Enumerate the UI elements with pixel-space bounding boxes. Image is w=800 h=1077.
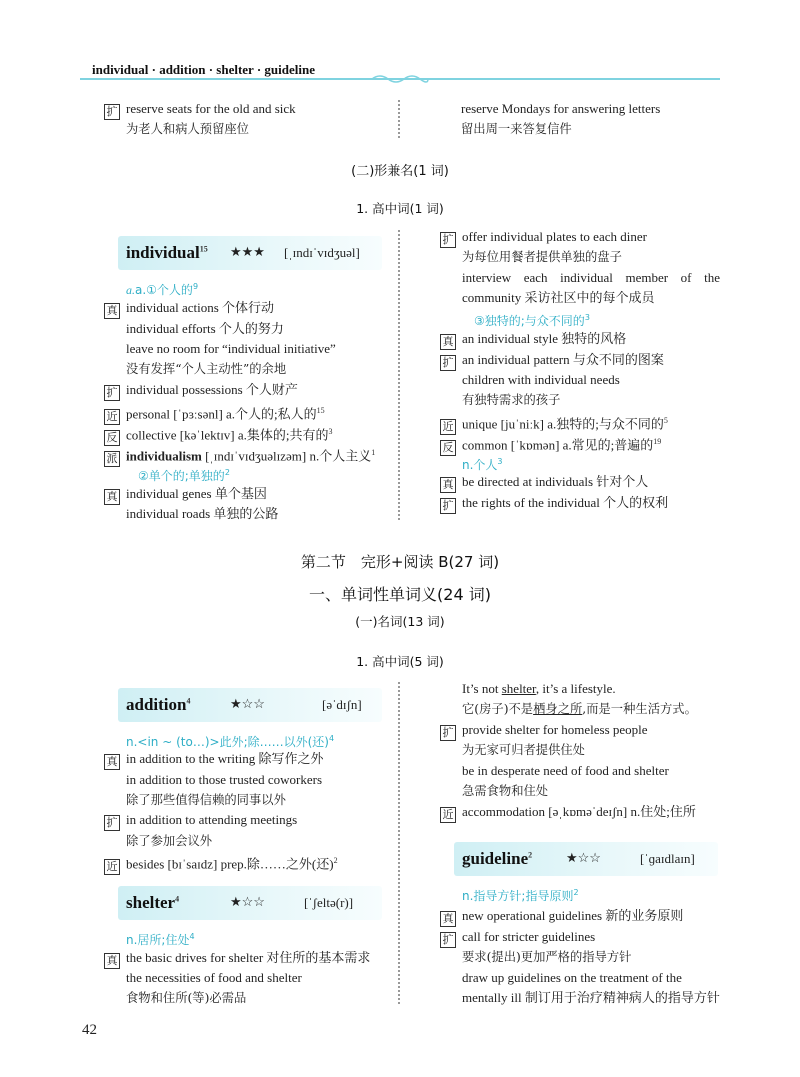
entry-line: in addition to those trusted coworkers xyxy=(126,772,323,787)
entry-line: 真 in addition to the writing 除写作之外 xyxy=(104,751,324,770)
entry-line: 为无家可归者提供住处 xyxy=(462,743,585,757)
entry-line: leave no room for “individual initiative” xyxy=(126,341,336,356)
entry-line: 为每位用餐者提供单独的盘子 xyxy=(462,250,622,264)
entry-line: draw up guidelines on the treatment of the xyxy=(462,970,682,985)
page-number: 42 xyxy=(82,1022,97,1038)
entry-line: 扩 in addition to attending meetings xyxy=(104,812,297,831)
sense-label: ③独特的;与众不同的$^3$ xyxy=(474,313,590,328)
entry-line: 急需食物和住处 xyxy=(462,784,549,798)
word-card-guideline xyxy=(454,842,718,876)
header-ornament-icon xyxy=(370,72,430,84)
entry-line: 近 accommodation [əˌkɒməˈdeɪʃn] n.住处;住所 xyxy=(440,804,696,823)
entry-line: 除了参加会议外 xyxy=(126,834,213,848)
entry-line: 派 individualism [ˌɪndɪˈvɪdʒuəlɪzəm] n.个人主义$^1$ xyxy=(104,445,375,467)
entry-line: 有独特需求的孩子 xyxy=(462,393,561,407)
sense-label: n.指导方针;指导原则$^2$ xyxy=(462,888,579,903)
sense-label: n.个人$^3$ xyxy=(462,457,503,472)
entry-line: 反 collective [kəˈlektɪv] a.集体的;共有的$^3$ xyxy=(104,424,333,446)
section-heading: 第二节 完形+阅读 B(27 词) xyxy=(300,553,500,571)
entry-line: 真 the basic drives for shelter 对住所的基本需求 xyxy=(104,950,370,969)
entry-line: mentally ill 制订用于治疗精神病人的指导方针 xyxy=(462,990,720,1005)
word-card-individual xyxy=(118,236,382,270)
entry-line: 它(房子)不是栖身之所,而是一种生活方式。 xyxy=(462,702,697,716)
sense-label: n.<in ~ (to…)>此外;除……以外(还)$^4$ xyxy=(126,734,335,749)
headword: addition$^4$ xyxy=(126,695,191,714)
running-header: individual · addition · shelter · guideline xyxy=(92,62,315,77)
entry-line: 扩 provide shelter for homeless people xyxy=(440,722,648,741)
phonetic: [ˌɪndɪˈvɪdʒuəl] xyxy=(284,245,360,260)
entry-line: 近 unique [juˈniːk] a.独特的;与众不同的$^5$ xyxy=(440,413,668,435)
entry-line: 反 common [ˈkɒmən] a.常见的;普遍的$^{19}$ xyxy=(440,434,661,456)
rating-stars: ★☆☆ xyxy=(566,851,601,866)
column-divider xyxy=(398,100,406,138)
entry-line: interview each individual member of the xyxy=(462,270,720,285)
sense-label: a.a.①个人的$^9$ xyxy=(126,282,199,297)
word-card-addition xyxy=(118,688,382,722)
rating-stars: ★★★ xyxy=(230,245,265,260)
entry-line: 扩 reserve seats for the old and sick xyxy=(104,101,296,120)
entry-line: individual efforts 个人的努力 xyxy=(126,321,284,336)
column-divider xyxy=(398,682,406,1004)
phonetic: [ˈʃeltə(r)] xyxy=(304,895,354,910)
entry-line: children with individual needs xyxy=(462,372,620,387)
entry-line: 没有发挥“个人主动性”的余地 xyxy=(126,362,287,376)
entry-line: 除了那些值得信赖的同事以外 xyxy=(126,793,286,807)
subsection-heading: (一)名词(13 词) xyxy=(355,614,445,629)
subsection-heading: 1. 高中词(1 词) xyxy=(356,201,444,216)
word-card-shelter xyxy=(118,886,382,920)
entry-line: 扩 call for stricter guidelines xyxy=(440,929,595,948)
sense-label: n.居所;住处$^4$ xyxy=(126,932,195,947)
phonetic: [əˈdɪʃn] xyxy=(322,697,362,712)
rating-stars: ★☆☆ xyxy=(230,895,265,910)
entry-line: 为老人和病人预留座位 xyxy=(126,122,249,136)
entry-line: 近 personal [ˈpɜːsənl] a.个人的;私人的$^{15}$ xyxy=(104,403,325,425)
entry-line: 扩 an individual pattern 与众不同的图案 xyxy=(440,352,664,371)
entry-line: 真 individual genes 单个基因 xyxy=(104,486,267,505)
entry-line: 近 besides [bɪˈsaɪdz] prep.除……之外(还)$^2$ xyxy=(104,853,338,875)
headword: guideline$^2$ xyxy=(462,849,533,868)
entry-line: 扩 offer individual plates to each diner xyxy=(440,229,647,248)
entry-line: individual roads 单独的公路 xyxy=(126,506,279,521)
subsection-heading: 1. 高中词(5 词) xyxy=(356,654,444,669)
entry-line: reserve Mondays for answering letters xyxy=(461,101,661,116)
phonetic: [ˈɡaɪdlaɪn] xyxy=(640,851,695,866)
entry-line: the necessities of food and shelter xyxy=(126,970,302,985)
entry-line: 扩 individual possessions 个人财产 xyxy=(104,382,298,401)
section-heading: (二)形兼名(1 词) xyxy=(351,164,449,179)
entry-line: 真 be directed at individuals 针对个人 xyxy=(440,474,648,493)
entry-line: 要求(提出)更加严格的指导方针 xyxy=(462,950,632,964)
entry-line: 食物和住所(等)必需品 xyxy=(126,991,247,1005)
entry-line: 扩 the rights of the individual 个人的权利 xyxy=(440,495,668,514)
section-heading: 一、单词性单词义(24 词) xyxy=(309,585,491,604)
column-divider xyxy=(398,230,406,520)
headword: individual$^{15}$ xyxy=(126,243,208,262)
entry-line: 真 an individual style 独特的风格 xyxy=(440,331,626,350)
sense-label: ②单个的;单独的$^2$ xyxy=(138,468,230,483)
entry-line: 留出周一来答复信件 xyxy=(461,122,572,136)
entry-line: be in desperate need of food and shelter xyxy=(462,763,669,778)
rating-stars: ★☆☆ xyxy=(230,697,265,712)
entry-line: community 采访社区中的每个成员 xyxy=(462,290,655,305)
entry-line: 真 new operational guidelines 新的业务原则 xyxy=(440,908,683,927)
headword: shelter$^4$ xyxy=(126,893,180,912)
entry-line: It’s not shelter, it’s a lifestyle. xyxy=(462,681,616,696)
entry-line: 真 individual actions 个体行动 xyxy=(104,300,274,319)
